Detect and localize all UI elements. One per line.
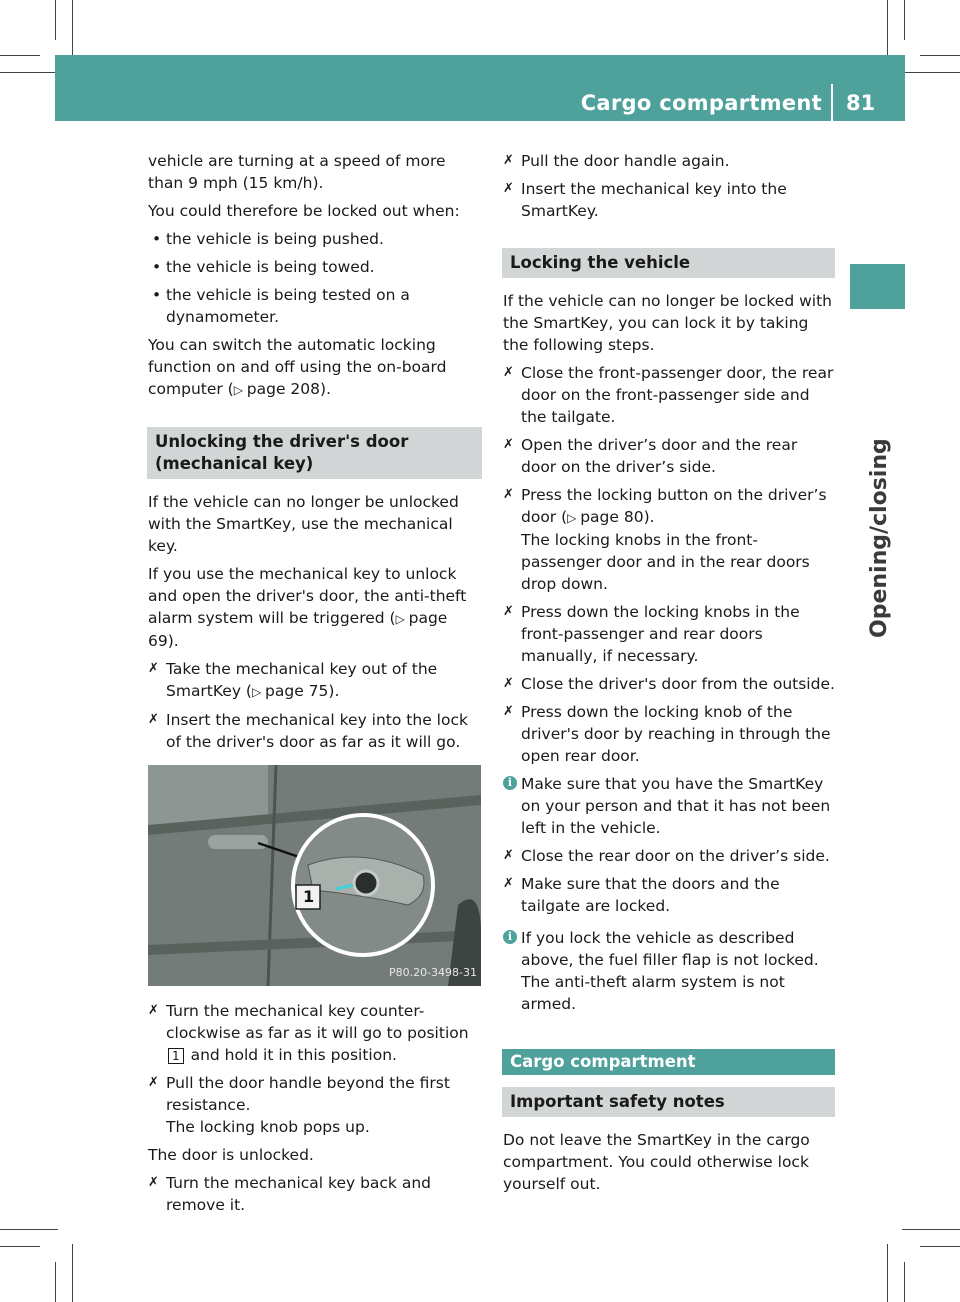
page-ref-icon: ▷	[395, 612, 409, 626]
crop-mark	[904, 0, 905, 40]
crop-mark	[72, 0, 73, 58]
page-ref-icon: ▷	[567, 511, 581, 525]
section-heading: Locking the vehicle	[502, 248, 835, 278]
left-column	[148, 150, 482, 1222]
text: If you lock the vehicle as described above, the fuel filler flap is not locked. The anti-theft alarm system is not armed.	[521, 929, 819, 1013]
info-icon: i	[503, 930, 517, 944]
crop-mark	[72, 1244, 73, 1302]
crop-mark	[887, 0, 888, 58]
crop-mark	[0, 55, 40, 56]
text: ✗ Pull the door handle beyond the first resistance.	[166, 1074, 450, 1114]
text: ).	[167, 632, 179, 650]
crop-mark	[902, 1229, 960, 1230]
page-ref-link[interactable]: page 80	[580, 508, 644, 526]
side-label-text: Opening/closing	[867, 438, 892, 638]
crop-mark	[55, 0, 56, 40]
page-ref-link[interactable]: page 69	[148, 609, 448, 650]
section-heading: Unlocking the driver's door (mechanical key)	[147, 427, 482, 479]
paragraph	[148, 563, 482, 652]
step: ✗ Insert the mechanical key into the lock of the driver's door as far as it will go.	[148, 709, 482, 753]
step	[503, 484, 835, 595]
header-divider	[831, 84, 833, 121]
paragraph: If the vehicle can no longer be locked with the SmartKey, you can lock it by taking the following steps.	[503, 292, 832, 354]
crop-mark	[920, 55, 960, 56]
step: ✗ Pull the door handle again.	[503, 150, 835, 172]
page-ref-icon: ▷	[233, 383, 247, 397]
paragraph: The door is unlocked.	[148, 1146, 314, 1164]
page-ref-link[interactable]: page 75	[265, 682, 329, 700]
list-item: • the vehicle is being tested on a dynamometer.	[148, 284, 482, 328]
crop-mark	[904, 1262, 905, 1302]
paragraph: Do not leave the SmartKey in the cargo compartment. You could otherwise lock yourself out.	[503, 1131, 810, 1193]
step	[148, 658, 482, 703]
step	[148, 1072, 482, 1138]
crop-mark	[55, 1262, 56, 1302]
side-label	[849, 318, 909, 638]
info-icon: i	[503, 776, 517, 790]
crop-mark	[920, 1246, 960, 1247]
crop-mark	[887, 1244, 888, 1302]
crop-mark	[0, 1246, 40, 1247]
info-note	[503, 773, 835, 839]
page-ref-link[interactable]: page 208	[246, 380, 321, 398]
paragraph: If the vehicle can no longer be unlocked with the SmartKey, use the mechanical key.	[148, 493, 459, 555]
position-key: 1	[168, 1048, 184, 1064]
list-item: • the vehicle is being towed.	[148, 256, 482, 278]
paragraph: vehicle are turning at a speed of more than 9 mph (15 km/h).	[148, 152, 446, 192]
text: Turn the mechanical key counter-clockwise as far as it will go to position	[166, 1002, 469, 1042]
crop-mark	[0, 1229, 58, 1230]
step: ✗ Open the driver’s door and the rear door on the driver’s side.	[503, 434, 835, 478]
figure-code: P80.20-3498-31	[388, 966, 477, 979]
step: ✗ Insert the mechanical key into the SmartKey.	[503, 178, 835, 222]
side-tab	[850, 264, 905, 309]
page-number: 81	[846, 91, 876, 115]
text: The locking knobs in the front-passenger door and in the rear doors drop down.	[521, 531, 810, 593]
text: If you use the mechanical key to unlock and open the driver's door, the anti-theft alarm system will be triggered (	[148, 565, 467, 627]
step: ✗ Close the front-passenger door, the rear door on the front-passenger side and the tailgate.	[503, 362, 835, 428]
step: ✗ Press down the locking knobs in the front-passenger and rear doors manually, if necessary.	[503, 601, 835, 667]
text: ).	[643, 508, 655, 526]
section-title: Cargo compartment	[580, 91, 822, 115]
step: ✗ Make sure that the doors and the tailgate are locked.	[503, 873, 835, 917]
text: ).	[320, 380, 331, 398]
step: ✗ Close the driver's door from the outside.	[503, 673, 835, 695]
text: You can switch the automatic locking function on and off using the on-board computer (	[148, 336, 447, 398]
door-lock-drawing	[148, 765, 481, 986]
paragraph	[148, 334, 482, 401]
section-heading: Important safety notes	[502, 1087, 835, 1117]
text: and hold it in this position.	[190, 1046, 397, 1064]
door-lock-illustration	[148, 765, 481, 986]
right-column	[503, 150, 835, 1201]
crop-mark	[902, 72, 960, 73]
chapter-heading: Cargo compartment	[502, 1049, 835, 1075]
page-ref-icon: ▷	[251, 685, 266, 699]
text: Take the mechanical key out of the SmartKey (	[166, 660, 438, 700]
step: ✗ Press down the locking knob of the driver's door by reaching in through the open rear door.	[503, 701, 835, 767]
text: Make sure that you have the SmartKey on your person and that it has not been left in the vehicle.	[521, 775, 831, 837]
step: ✗ Turn the mechanical key back and remove it.	[148, 1172, 482, 1216]
step: ✗ Close the rear door on the driver’s side.	[503, 845, 835, 867]
position-label: 1	[303, 887, 315, 906]
paragraph: You could therefore be locked out when:	[148, 202, 460, 220]
step	[148, 1000, 482, 1066]
text: The locking knob pops up.	[166, 1118, 370, 1136]
list-item: • the vehicle is being pushed.	[148, 228, 482, 250]
text: ).	[328, 682, 340, 700]
info-note	[503, 927, 835, 1015]
text: Press the locking button on the driver’s door (	[521, 486, 827, 526]
crop-mark	[0, 72, 58, 73]
